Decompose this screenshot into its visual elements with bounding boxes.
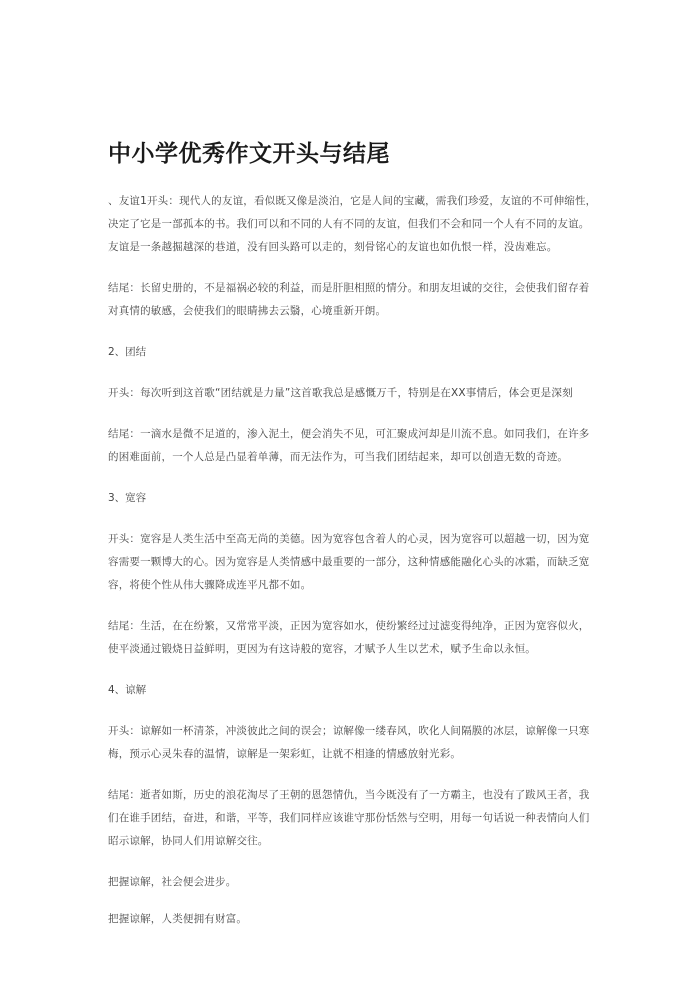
friendship-ending-paragraph: 结尾：长留史册的，不是福祸必较的利益，而是肝胆相照的情分。和朋友坦诚的交往，会使我们留存着对真情的敏感，会使我们的眼睛拂去云翳，心境重新开朗。 [108, 282, 590, 317]
unity-ending-paragraph: 结尾：一滴水是微不足道的，渗入泥土，便会消失不见，可汇聚成河却是川流不息。如同我们，在许多的困难面前，一个人总是凸显着单薄，而无法作为，可当我们团结起来，却可以创造无数的奇迹。 [108, 428, 590, 463]
section-heading-unity: 2、团结 [108, 346, 147, 358]
understanding-opening-paragraph: 开头：谅解如一杯清茶，冲淡彼此之间的误会；谅解像一缕春风，吹化人间隔膜的冰层，谅解像一只寒梅，预示心灵朱春的温情，谅解是一架彩虹，让就不相逢的情感放射光彩。 [108, 725, 590, 760]
unity-opening-paragraph: 开头：每次听到这首歌“团结就是力量”这首歌我总是感慨万千，特别是在XX事情后，体会更是深刻 [108, 387, 573, 399]
section-heading-tolerance: 3、宽容 [108, 492, 147, 504]
section-heading-understanding: 4、谅解 [108, 684, 147, 696]
closing-line-1: 把握谅解，社会便会进步。 [108, 876, 237, 888]
tolerance-ending-paragraph: 结尾：生活，在在纷繁，又常常平淡，正因为宽容如水，使纷繁经过过滤变得纯净，正因为宽容似火，使平淡通过锻烧日益鲜明，更因为有这诗般的宽容，才赋予人生以艺术，赋予生命以永恒。 [108, 620, 590, 655]
tolerance-opening-paragraph: 开头：宽容是人类生活中至高无尚的美德。因为宽容包含着人的心灵，因为宽容可以超越一切，因为宽容需要一颗博大的心。因为宽容是人类情感中最重要的一部分，这种情感能融化心头的冰霜，而缺乏宽容，将使个性从伟大骤降成连平凡都不如。 [108, 533, 590, 591]
document-title: 中小学优秀作文开头与结尾 [108, 140, 390, 167]
closing-line-2: 把握谅解，人类便拥有财富。 [108, 913, 248, 925]
friendship-opening-paragraph: 、友谊1开头：现代人的友谊，看似既又像是淡泊，它是人间的宝藏，需我们珍爱，友谊的不可伸缩性，决定了它是一部孤本的书。我们可以和不同的人有不同的友谊，但我们不会和同一个人有不同的友谊。友谊是一条越掘越深的巷道，没有回头路可以走的，刻骨铭心的友谊也如仇恨一样，没齿难忘。 [108, 195, 597, 253]
understanding-ending-paragraph: 结尾：逝者如斯，历史的浪花淘尽了王朝的恩怨情仇，当今既没有了一方霸主，也没有了跋风王者，我们在谁手团结，奋进，和谐，平等，我们同样应该谁守那份恬然与空明，用每一句话说一种表情向人们昭示谅解，协同人们用谅解交往。 [108, 789, 590, 847]
